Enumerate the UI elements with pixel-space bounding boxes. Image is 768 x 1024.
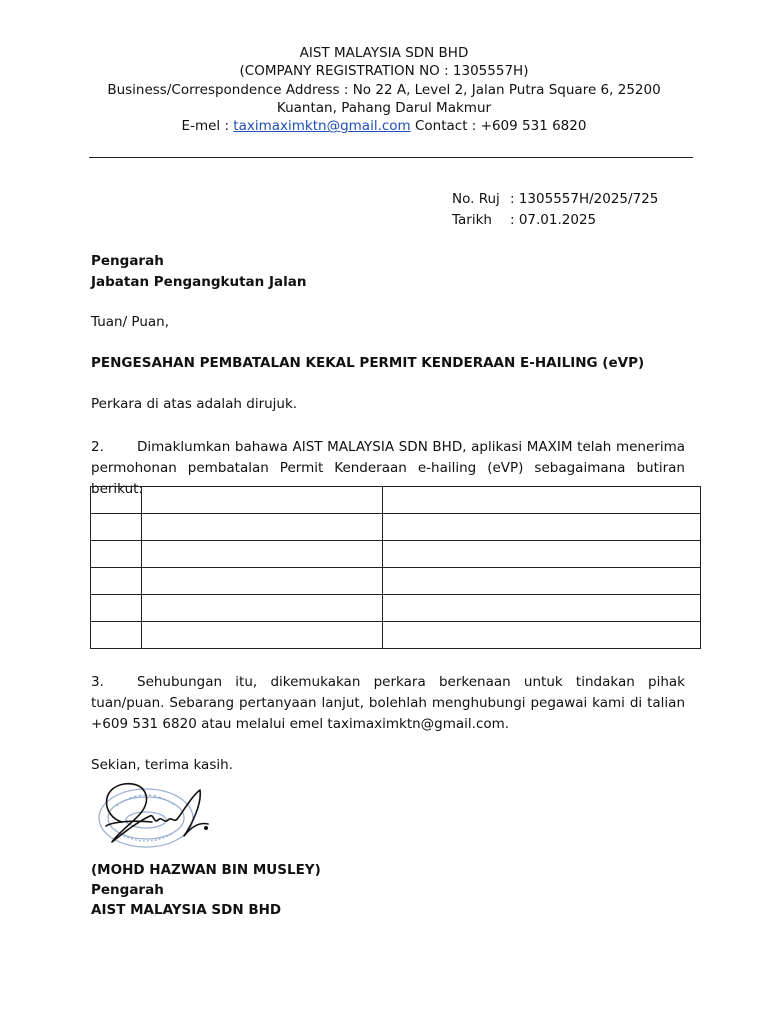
salutation: Tuan/ Puan, <box>91 314 170 330</box>
table-cell <box>91 622 142 649</box>
letter-subject: PENGESAHAN PEMBATALAN KEKAL PERMIT KENDERAAN E-HAILING (eVP) <box>91 355 645 371</box>
reference-number <box>452 189 658 210</box>
table-cell <box>383 568 701 595</box>
company-name: AIST MALAYSIA SDN BHD <box>299 45 469 61</box>
table-row <box>91 541 701 568</box>
table-cell <box>91 595 142 622</box>
table-cell <box>91 514 142 541</box>
company-registration: (COMPANY REGISTRATION NO : 1305557H) <box>239 63 529 80</box>
table-cell <box>383 595 701 622</box>
table-cell <box>142 541 383 568</box>
reference-block <box>452 189 658 231</box>
closing-line: Sekian, terima kasih. <box>91 757 233 773</box>
table-row <box>91 622 701 649</box>
table-cell <box>91 487 142 514</box>
letterhead <box>0 44 768 135</box>
table-row <box>91 595 701 622</box>
table-cell <box>142 514 383 541</box>
table-cell <box>383 514 701 541</box>
table-row <box>91 514 701 541</box>
reference-label: No. Ruj <box>452 191 500 207</box>
paragraph-3 <box>91 672 685 735</box>
contact-line <box>0 117 768 135</box>
table-cell <box>91 568 142 595</box>
signer-title: Pengarah <box>91 882 164 898</box>
email-label: E-mel : <box>181 118 234 135</box>
signer-block <box>91 860 321 920</box>
date-label: Tarikh <box>452 212 492 228</box>
addressee <box>91 251 306 293</box>
date-value: : 07.01.2025 <box>510 212 597 228</box>
email-link[interactable]: taximaximktn@gmail.com <box>233 118 411 135</box>
table-cell <box>383 622 701 649</box>
address-line-2: Kuantan, Pahang Darul Makmur <box>276 99 492 116</box>
address-line-1: Business/Correspondence Address : No 22 A, Level 2, Jalan Putra Square 6, 25200 <box>107 81 661 98</box>
signature-with-stamp <box>92 776 222 858</box>
letter-date <box>452 210 658 231</box>
table-row <box>91 487 701 514</box>
details-table-body <box>91 487 701 649</box>
addressee-title: Pengarah <box>91 253 164 269</box>
paragraph-2-number: 2. <box>91 439 104 455</box>
paragraph-1: Perkara di atas adalah dirujuk. <box>91 396 298 412</box>
table-cell <box>142 568 383 595</box>
header-divider <box>89 157 693 158</box>
contact-number: Contact : +609 531 6820 <box>410 118 587 135</box>
signer-company: AIST MALAYSIA SDN BHD <box>91 902 282 918</box>
signer-name: (MOHD HAZWAN BIN MUSLEY) <box>91 862 321 878</box>
reference-value: : 1305557H/2025/725 <box>510 191 659 207</box>
table-row <box>91 568 701 595</box>
table-cell <box>383 487 701 514</box>
paragraph-3-text: Sehubungan itu, dikemukakan perkara berkenaan untuk tindakan pihak tuan/puan. Sebarang pertanyaan lanjut, bolehlah menghubungi pegawai kami di talian +609 531 6820 atau melalui emel taximaximktn@gmail.com. <box>91 674 685 732</box>
table-cell <box>91 541 142 568</box>
details-table <box>90 486 701 649</box>
paragraph-3-number: 3. <box>91 674 104 690</box>
table-cell <box>142 622 383 649</box>
table-cell <box>142 487 383 514</box>
table-cell <box>142 595 383 622</box>
paragraph-2-text: Dimaklumkan bahawa AIST MALAYSIA SDN BHD, aplikasi MAXIM telah menerima permohonan pembatalan Permit Kenderaan e-hailing (eVP) sebagaimana butiran berikut: <box>91 439 685 497</box>
table-cell <box>383 541 701 568</box>
addressee-department: Jabatan Pengangkutan Jalan <box>91 274 307 290</box>
